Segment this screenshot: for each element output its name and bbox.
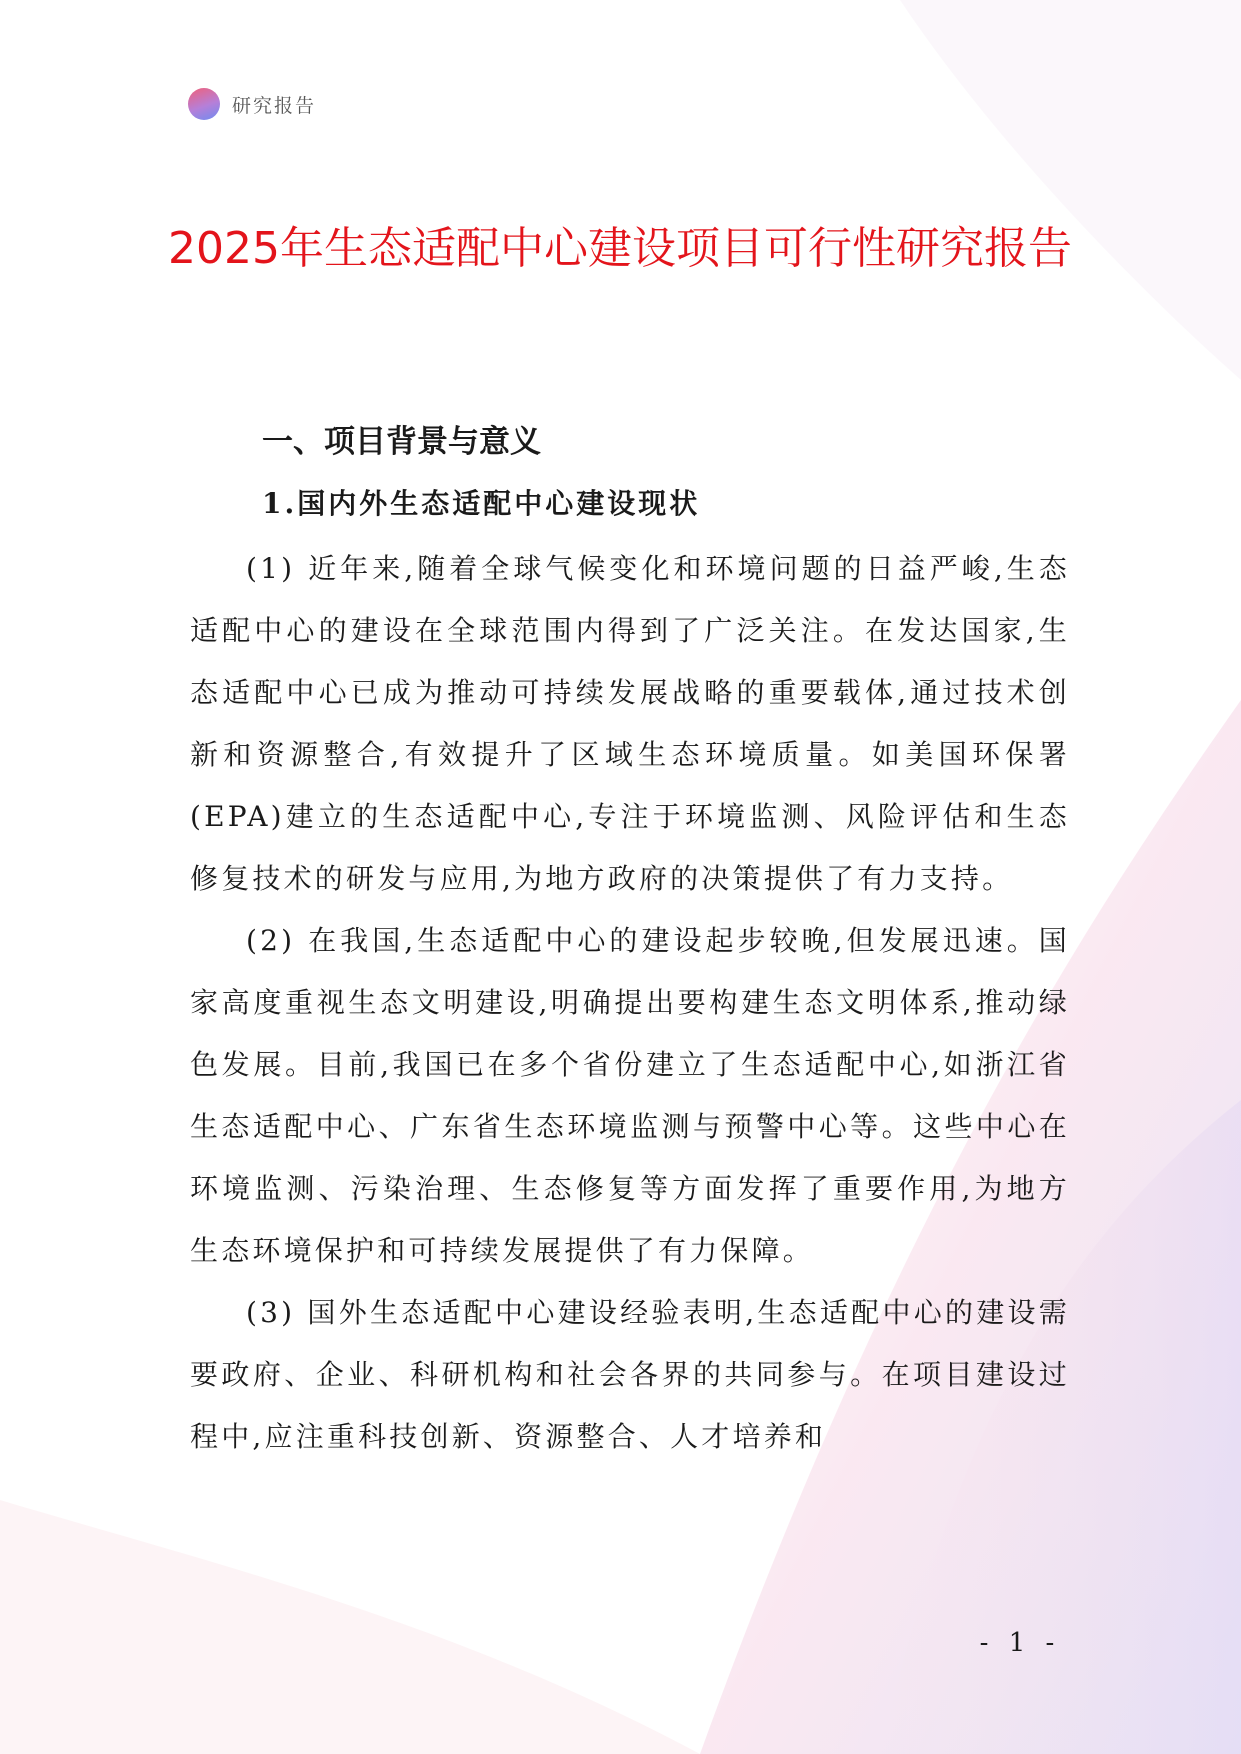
paragraph-2: (2) 在我国,生态适配中心的建设起步较晚,但发展迅速。国家高度重视生态文明建设,明确提出要构建生态文明体系,推动绿色发展。目前,我国已在多个省份建立了生态适配中心,如浙江省生态适配中心、广东省生态环境监测与预警中心等。这些中心在环境监测、污染治理、生态修复等方面发挥了重要作用,为地方生态环境保护和可持续发展提供了有力保障。 bbox=[190, 924, 1070, 1267]
paragraph-1: (1) 近年来,随着全球气候变化和环境问题的日益严峻,生态适配中心的建设在全球范围内得到了广泛关注。在发达国家,生态适配中心已成为推动可持续发展战略的重要载体,通过技术创新和资源整合,有效提升了区域生态环境质量。如美国环保署(EPA)建立的生态适配中心,专注于环境监测、风险评估和生态修复技术的研发与应用,为地方政府的决策提供了有力支持。 bbox=[190, 552, 1070, 895]
logo-dot-icon bbox=[188, 88, 220, 120]
header-label: 研究报告 bbox=[232, 94, 317, 117]
header bbox=[188, 88, 316, 120]
document-title: 2025年生态适配中心建设项目可行性研究报告 bbox=[168, 223, 1072, 274]
body-text bbox=[190, 538, 1070, 1468]
paragraph-3: (3) 国外生态适配中心建设经验表明,生态适配中心的建设需要政府、企业、科研机构和社会各界的共同参与。在项目建设过程中,应注重科技创新、资源整合、人才培养和 bbox=[190, 1296, 1070, 1453]
page-number: - 1 - bbox=[979, 1628, 1061, 1658]
sub-heading: 1.国内外生态适配中心建设现状 bbox=[262, 487, 701, 520]
section-heading: 一、项目背景与意义 bbox=[262, 424, 541, 460]
